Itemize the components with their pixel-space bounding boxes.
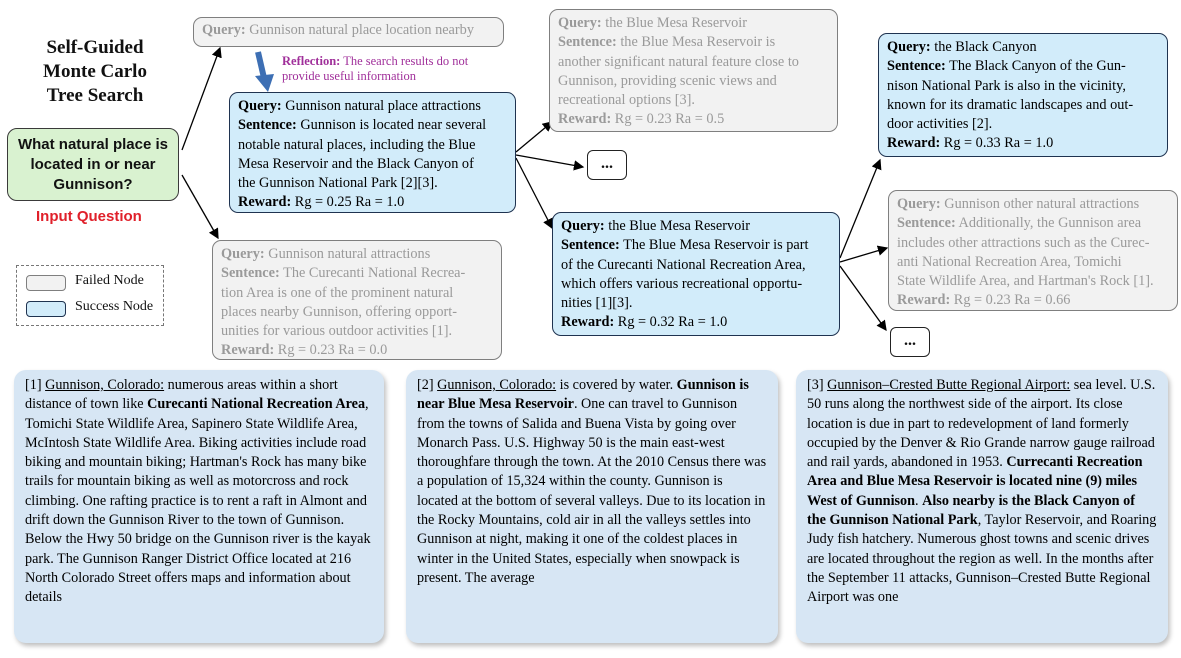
sentence-text: door activities [2].: [887, 116, 993, 133]
query-text: Gunnison other natural attractions: [940, 196, 1140, 212]
document-3: [796, 370, 1168, 643]
sentence-text: Gunnison is located near several: [296, 117, 487, 134]
level2-success-node: [552, 212, 840, 336]
sentence-text: nison National Park is also in the vicinity,: [887, 77, 1126, 94]
sentence-label: Sentence:: [887, 58, 946, 75]
doc-text: is covered by water.: [556, 377, 677, 393]
sentence-text: tion Area is one of the prominent natural: [221, 284, 454, 301]
reward-text: Rg = 0.32 Ra = 1.0: [614, 314, 728, 331]
edge-question-to-root-failed: [182, 48, 220, 150]
reflection-note: [282, 54, 522, 84]
question-line: Gunnison?: [53, 176, 133, 193]
sentence-text: State Wildlife Area, and Hartman's Rock [1].: [897, 273, 1154, 290]
sentence-text: Additionally, the Gunnison area: [955, 215, 1142, 232]
level3-failed-node: [888, 190, 1178, 311]
doc-highlight: Gunnison is near Blue Mesa Reservoir: [417, 377, 749, 413]
doc-text: sea level. U.S. 50 runs along the northwest side of the airport. Its close location is due in part to redevelopment of land formerly occupied by the Denver & Rio Grande narrow gauge railroad and rail yards, abandoned in 1953.: [807, 377, 1156, 471]
doc-text: . One can travel to Gunnison from the towns of Salida and Buena Vista by going over Monarch Pass. U.S. Highway 50 is the main east-west thoroughfare through the town. At the 2010 Census there was a population of 15,324 within the county. Gunnison is located at the bottom of several valleys. Due to its location in the Rocky Mountains, cold air in all the valleys settles into Gunnison at night, making it one of the coldest places in winter in the United States, especially when snowpack is present. The average: [417, 396, 767, 586]
title-line: Self-Guided: [46, 37, 144, 58]
doc-text: .: [915, 492, 923, 509]
edge-level2-to-level3-failed: [840, 248, 887, 262]
sentence-text: recreational options [3].: [558, 92, 695, 109]
edge-question-to-level1-failed: [182, 175, 218, 238]
reward-label: Reward:: [561, 314, 615, 331]
title-line: Monte Carlo: [43, 61, 147, 82]
sentence-text: The Curecanti National Recrea-: [279, 265, 466, 282]
sentence-text: The Black Canyon of the Gun-: [945, 58, 1126, 75]
reward-text: Rg = 0.23 Ra = 0.66: [950, 292, 1071, 309]
sentence-text: Gunnison, providing scenic views and: [558, 72, 777, 89]
query-label: Query:: [561, 218, 605, 234]
edge-level1-to-level2-failed: [516, 122, 552, 152]
query-label: Query:: [238, 98, 282, 114]
query-label: Query:: [558, 15, 602, 31]
doc-highlight: Also nearby is the Black Canyon of the Gunnison National Park: [807, 492, 1135, 529]
sentence-label: Sentence:: [897, 215, 956, 232]
sentence-text: includes other attractions such as the Curec-: [897, 234, 1150, 251]
collapsed-children: ...: [587, 150, 627, 180]
edge-level1-to-level2-success: [516, 158, 552, 228]
success-node-swatch: [26, 301, 66, 317]
query-label: Query:: [897, 196, 941, 212]
reward-text: Rg = 0.33 Ra = 1.0: [940, 135, 1054, 152]
level3-success-node: [878, 33, 1168, 157]
level2-failed-node: [549, 9, 838, 132]
collapsed-children: ...: [890, 327, 930, 357]
query-label: Query:: [202, 22, 246, 38]
reflection-text: The search results do not: [340, 54, 469, 68]
document-1: [14, 370, 384, 643]
sentence-text: known for its dramatic landscapes and out-: [887, 96, 1134, 113]
sentence-text: anti National Recreation Area, Tomichi: [897, 253, 1122, 270]
edge-level2-to-level3-success: [840, 160, 880, 258]
reward-label: Reward:: [238, 194, 292, 211]
failed-node-swatch: [26, 275, 66, 291]
sentence-text: the Blue Mesa Reservoir is: [616, 34, 776, 51]
sentence-label: Sentence:: [238, 117, 297, 134]
query-text: the Blue Mesa Reservoir: [604, 218, 751, 234]
reflection-text: provide useful information: [282, 69, 416, 83]
doc-text: , Tomichi State Wildlife Area, Sapinero State Wildlife Area, McIntosh State Wildlife Area. Biking activities include road biking and mountain biking; Hartman's Rock has many bike trails for mountain biking as well as motorcross and rock climbing. One rafting practice is to rent a raft in Almont and drift down the Gunnison River to the town of Gunnison. Below the Hwy 50 bridge on the Gunnison river is the kayak park. The Gunnison Ranger District Office located at 216 North Colorado Street offers maps and information about details: [25, 396, 371, 606]
doc-title: Gunnison, Colorado:: [45, 377, 165, 393]
sentence-label: Sentence:: [221, 265, 280, 282]
sentence-text: The Blue Mesa Reservoir is part: [619, 237, 809, 254]
legend: [16, 265, 164, 326]
reward-text: Rg = 0.23 Ra = 0.5: [611, 111, 725, 128]
query-text: Gunnison natural attractions: [264, 246, 431, 262]
sentence-text: nities [1][3].: [561, 295, 633, 312]
query-text: Gunnison natural place attractions: [281, 98, 481, 114]
question-line: located in or near: [30, 156, 156, 173]
doc-title: Gunnison–Crested Butte Regional Airport:: [827, 377, 1071, 393]
reward-label: Reward:: [887, 135, 941, 152]
doc-ref: [1]: [25, 377, 46, 393]
doc-title: Gunnison, Colorado:: [437, 377, 557, 393]
sentence-text: of the Curecanti National Recreation Area,: [561, 256, 806, 273]
doc-highlight: Currecanti Recreation Area and Blue Mesa Reservoir is located nine (9) miles West of Gunnison: [807, 454, 1143, 509]
sentence-label: Sentence:: [558, 34, 617, 51]
reward-text: Rg = 0.25 Ra = 1.0: [291, 194, 405, 211]
query-label: Query:: [887, 39, 931, 55]
level1-success-node: [229, 92, 516, 213]
sentence-text: which offers various recreational opportu-: [561, 275, 803, 292]
doc-text: numerous areas within a short distance of town like: [25, 377, 338, 413]
input-question-box: [7, 128, 179, 201]
title-line: Tree Search: [46, 85, 144, 106]
input-question-caption: Input Question: [36, 208, 142, 225]
legend-success-label: Success Node: [75, 299, 154, 314]
document-2: [406, 370, 778, 643]
reward-label: Reward:: [558, 111, 612, 128]
legend-failed-label: Failed Node: [75, 273, 144, 288]
edge-level2-to-ellipsis: [840, 266, 886, 330]
edge-level1-to-ellipsis: [516, 155, 583, 167]
sentence-text: another significant natural feature close to: [558, 53, 799, 70]
query-label: Query:: [221, 246, 265, 262]
sentence-text: Mesa Reservoir and the Black Canyon of: [238, 155, 474, 172]
query-text: the Blue Mesa Reservoir: [601, 15, 748, 31]
reward-label: Reward:: [221, 342, 275, 359]
reward-label: Reward:: [897, 292, 951, 309]
diagram-title: [20, 36, 170, 108]
sentence-text: the Gunnison National Park [2][3].: [238, 175, 438, 192]
sentence-text: notable natural places, including the Blue: [238, 136, 476, 153]
reflection-arrow: [255, 52, 274, 92]
sentence-text: unities for various outdoor activities [1].: [221, 323, 453, 340]
sentence-label: Sentence:: [561, 237, 620, 254]
doc-ref: [3]: [807, 377, 828, 393]
question-line: What natural place is: [17, 136, 169, 153]
doc-highlight: Curecanti National Recreation Area: [147, 396, 366, 413]
doc-ref: [2]: [417, 377, 438, 393]
reward-text: Rg = 0.23 Ra = 0.0: [274, 342, 388, 359]
root-failed-node: [193, 17, 504, 47]
query-text: the Black Canyon: [930, 39, 1037, 55]
sentence-text: places nearby Gunnison, offering opport-: [221, 303, 457, 320]
reflection-label: Reflection:: [282, 54, 341, 68]
doc-text: , Taylor Reservoir, and Roaring Judy fish hatchery. Numerous ghost towns and scenic drives are located throughout the region as well. In the months after the September 11 attacks, Gunnison–Crested Butte Regional Airport was one: [807, 512, 1157, 606]
query-text: Gunnison natural place location nearby: [245, 22, 474, 38]
level1-failed-node: [212, 240, 502, 360]
